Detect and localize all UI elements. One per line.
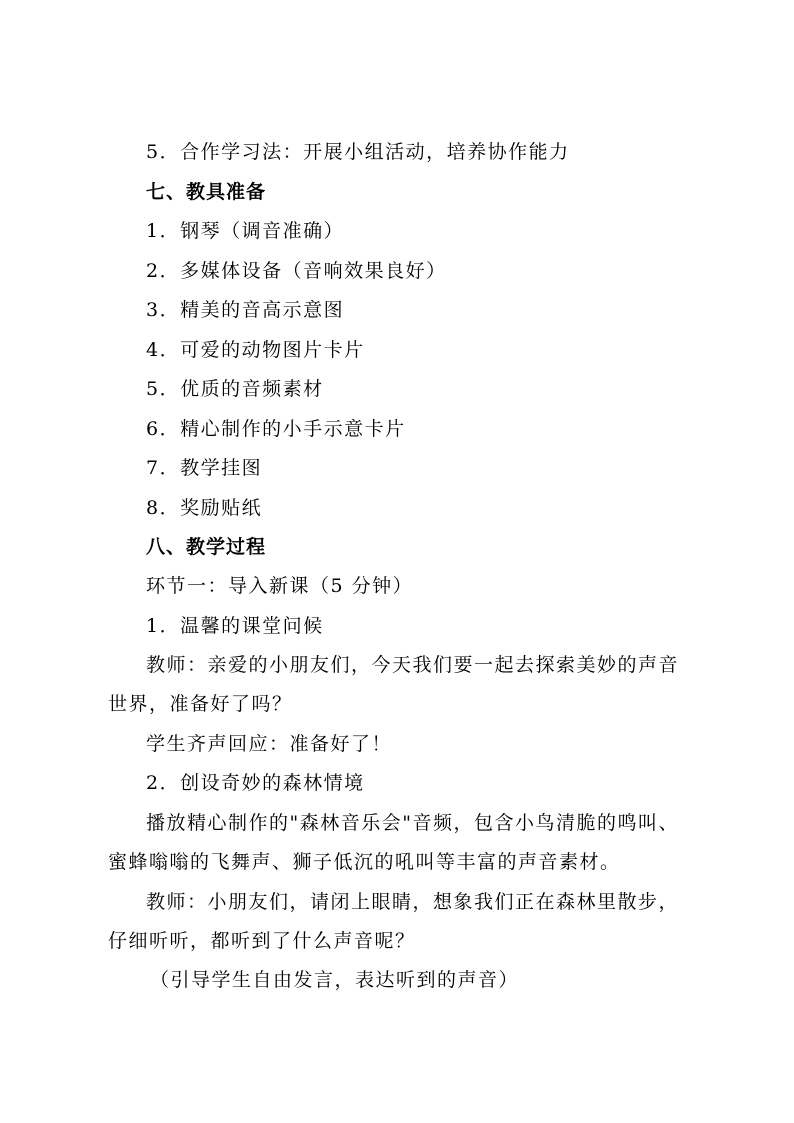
tool-item: 7．教学挂图 bbox=[146, 457, 263, 479]
tool-item: 5．优质的音频素材 bbox=[146, 378, 324, 400]
tool-item: 1．钢琴（调音准确） bbox=[146, 220, 345, 242]
audio-description-continued: 蜜蜂嗡嗡的飞舞声、狮子低沉的吼叫等丰富的声音素材。 bbox=[108, 851, 621, 873]
step-heading: 2．创设奇妙的森林情境 bbox=[146, 772, 365, 794]
student-response: 学生齐声回应：准备好了！ bbox=[146, 733, 393, 755]
tool-item: 4．可爱的动物图片卡片 bbox=[146, 339, 365, 361]
teacher-speech: 教师：小朋友们，请闭上眼睛，想象我们正在森林里散步， bbox=[146, 891, 680, 913]
tool-item: 3．精美的音高示意图 bbox=[146, 299, 345, 321]
step-heading: 1．温馨的课堂问候 bbox=[146, 615, 324, 637]
teacher-speech-continued: 世界，准备好了吗？ bbox=[108, 693, 293, 715]
audio-description: 播放精心制作的"森林音乐会"音频，包含小鸟清脆的鸣叫、 bbox=[146, 812, 679, 834]
stage-heading: 环节一：导入新课（5 分钟） bbox=[146, 575, 414, 597]
guidance-note: （引导学生自由发言，表达听到的声音） bbox=[150, 969, 520, 991]
teacher-speech: 教师：亲爱的小朋友们，今天我们要一起去探索美妙的声音 bbox=[146, 654, 680, 676]
section-heading-process: 八、教学过程 bbox=[146, 536, 267, 558]
tool-item: 6．精心制作的小手示意卡片 bbox=[146, 418, 406, 440]
teaching-method-item: 5．合作学习法：开展小组活动，培养协作能力 bbox=[146, 141, 570, 163]
section-heading-tools: 七、教具准备 bbox=[146, 181, 267, 203]
tool-item: 8．奖励贴纸 bbox=[146, 497, 263, 519]
teacher-speech-continued: 仔细听听，都听到了什么声音呢？ bbox=[108, 930, 416, 952]
tool-item: 2．多媒体设备（音响效果良好） bbox=[146, 260, 447, 282]
